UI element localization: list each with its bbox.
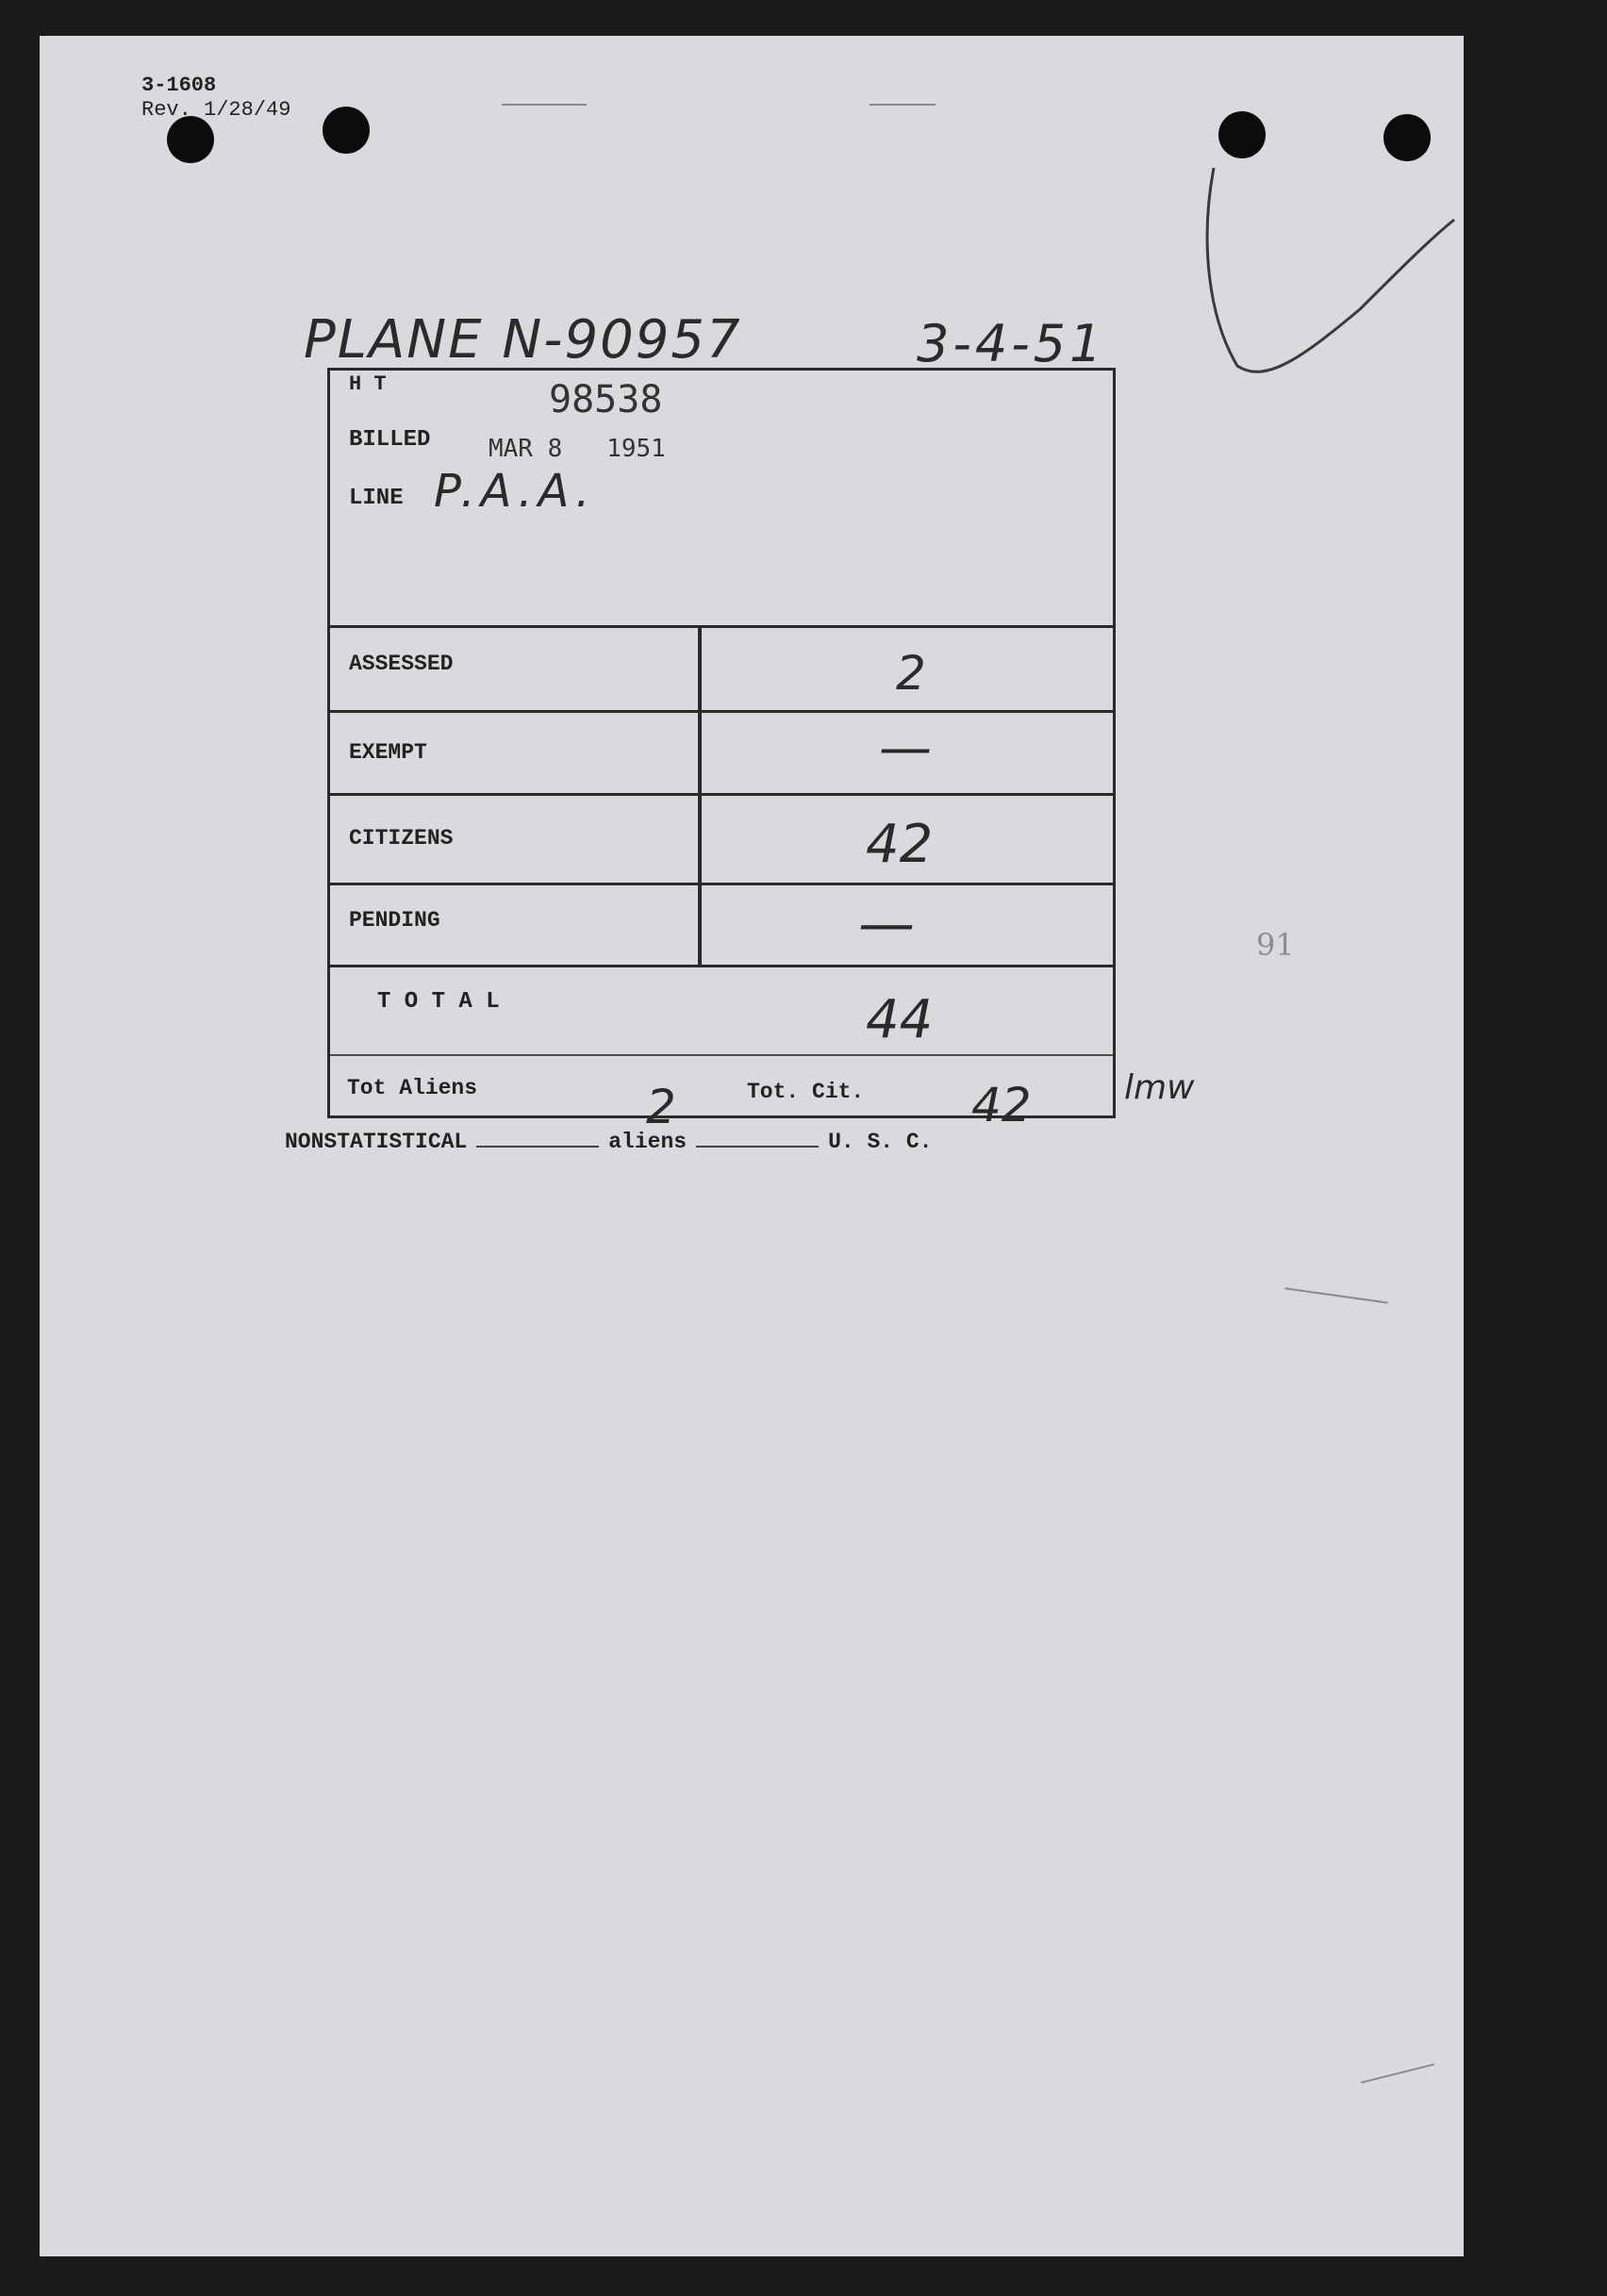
stray-mark <box>502 104 587 106</box>
form-revision: Rev. 1/28/49 <box>141 98 291 122</box>
billed-label: BILLED <box>349 427 431 453</box>
assessed-value: 2 <box>896 646 926 701</box>
stray-mark <box>1361 2063 1434 2083</box>
row-divider <box>330 965 1113 967</box>
tot-aliens-value: 2 <box>646 1080 676 1134</box>
ht-label: H T <box>349 372 387 396</box>
aliens-label: aliens <box>608 1130 688 1154</box>
punch-hole <box>167 116 214 163</box>
ht-number: 98538 <box>549 378 663 421</box>
assessed-label: ASSESSED <box>349 652 454 676</box>
tot-aliens-label: Tot Aliens <box>347 1076 478 1100</box>
pending-value: — <box>858 891 915 957</box>
total-label: T O T A L <box>377 989 500 1015</box>
tot-cit-label: Tot. Cit. <box>747 1080 865 1104</box>
citizens-value: 42 <box>866 814 934 875</box>
row-divider <box>330 793 1113 796</box>
stray-mark <box>870 104 936 106</box>
row-divider <box>330 625 1113 628</box>
billed-date-stamp: MAR 8 1951 <box>489 435 666 463</box>
document-page <box>40 36 1464 2256</box>
inspector-initials: lmw <box>1124 1068 1195 1107</box>
row-divider <box>330 883 1113 885</box>
row-divider <box>330 710 1113 713</box>
form-number: 3-1608 <box>141 74 217 97</box>
nonstatistical-label: NONSTATISTICAL <box>285 1130 468 1154</box>
usc-label: U. S. C. <box>828 1130 933 1154</box>
nonstatistical-line <box>285 1130 932 1154</box>
column-divider <box>698 625 702 965</box>
pending-label: PENDING <box>349 908 440 933</box>
margin-number: 91 <box>1256 927 1295 963</box>
exempt-value: — <box>879 718 932 779</box>
line-value: P.A.A. <box>434 465 596 518</box>
stray-mark <box>1284 1287 1387 1303</box>
line-label: LINE <box>349 486 404 511</box>
tot-cit-value: 42 <box>971 1078 1032 1132</box>
plane-number: PLANE N-90957 <box>304 309 742 371</box>
citizens-label: CITIZENS <box>349 826 454 851</box>
handwritten-date: 3-4-51 <box>917 314 1106 373</box>
total-value: 44 <box>866 989 934 1050</box>
nonstatistical-blank <box>476 1146 599 1148</box>
exempt-label: EXEMPT <box>349 740 427 765</box>
row-divider <box>330 1054 1113 1056</box>
punch-hole <box>323 107 370 154</box>
manifest-card <box>327 368 1116 1134</box>
checkmark-icon <box>1162 130 1464 385</box>
aliens-blank <box>696 1146 819 1148</box>
